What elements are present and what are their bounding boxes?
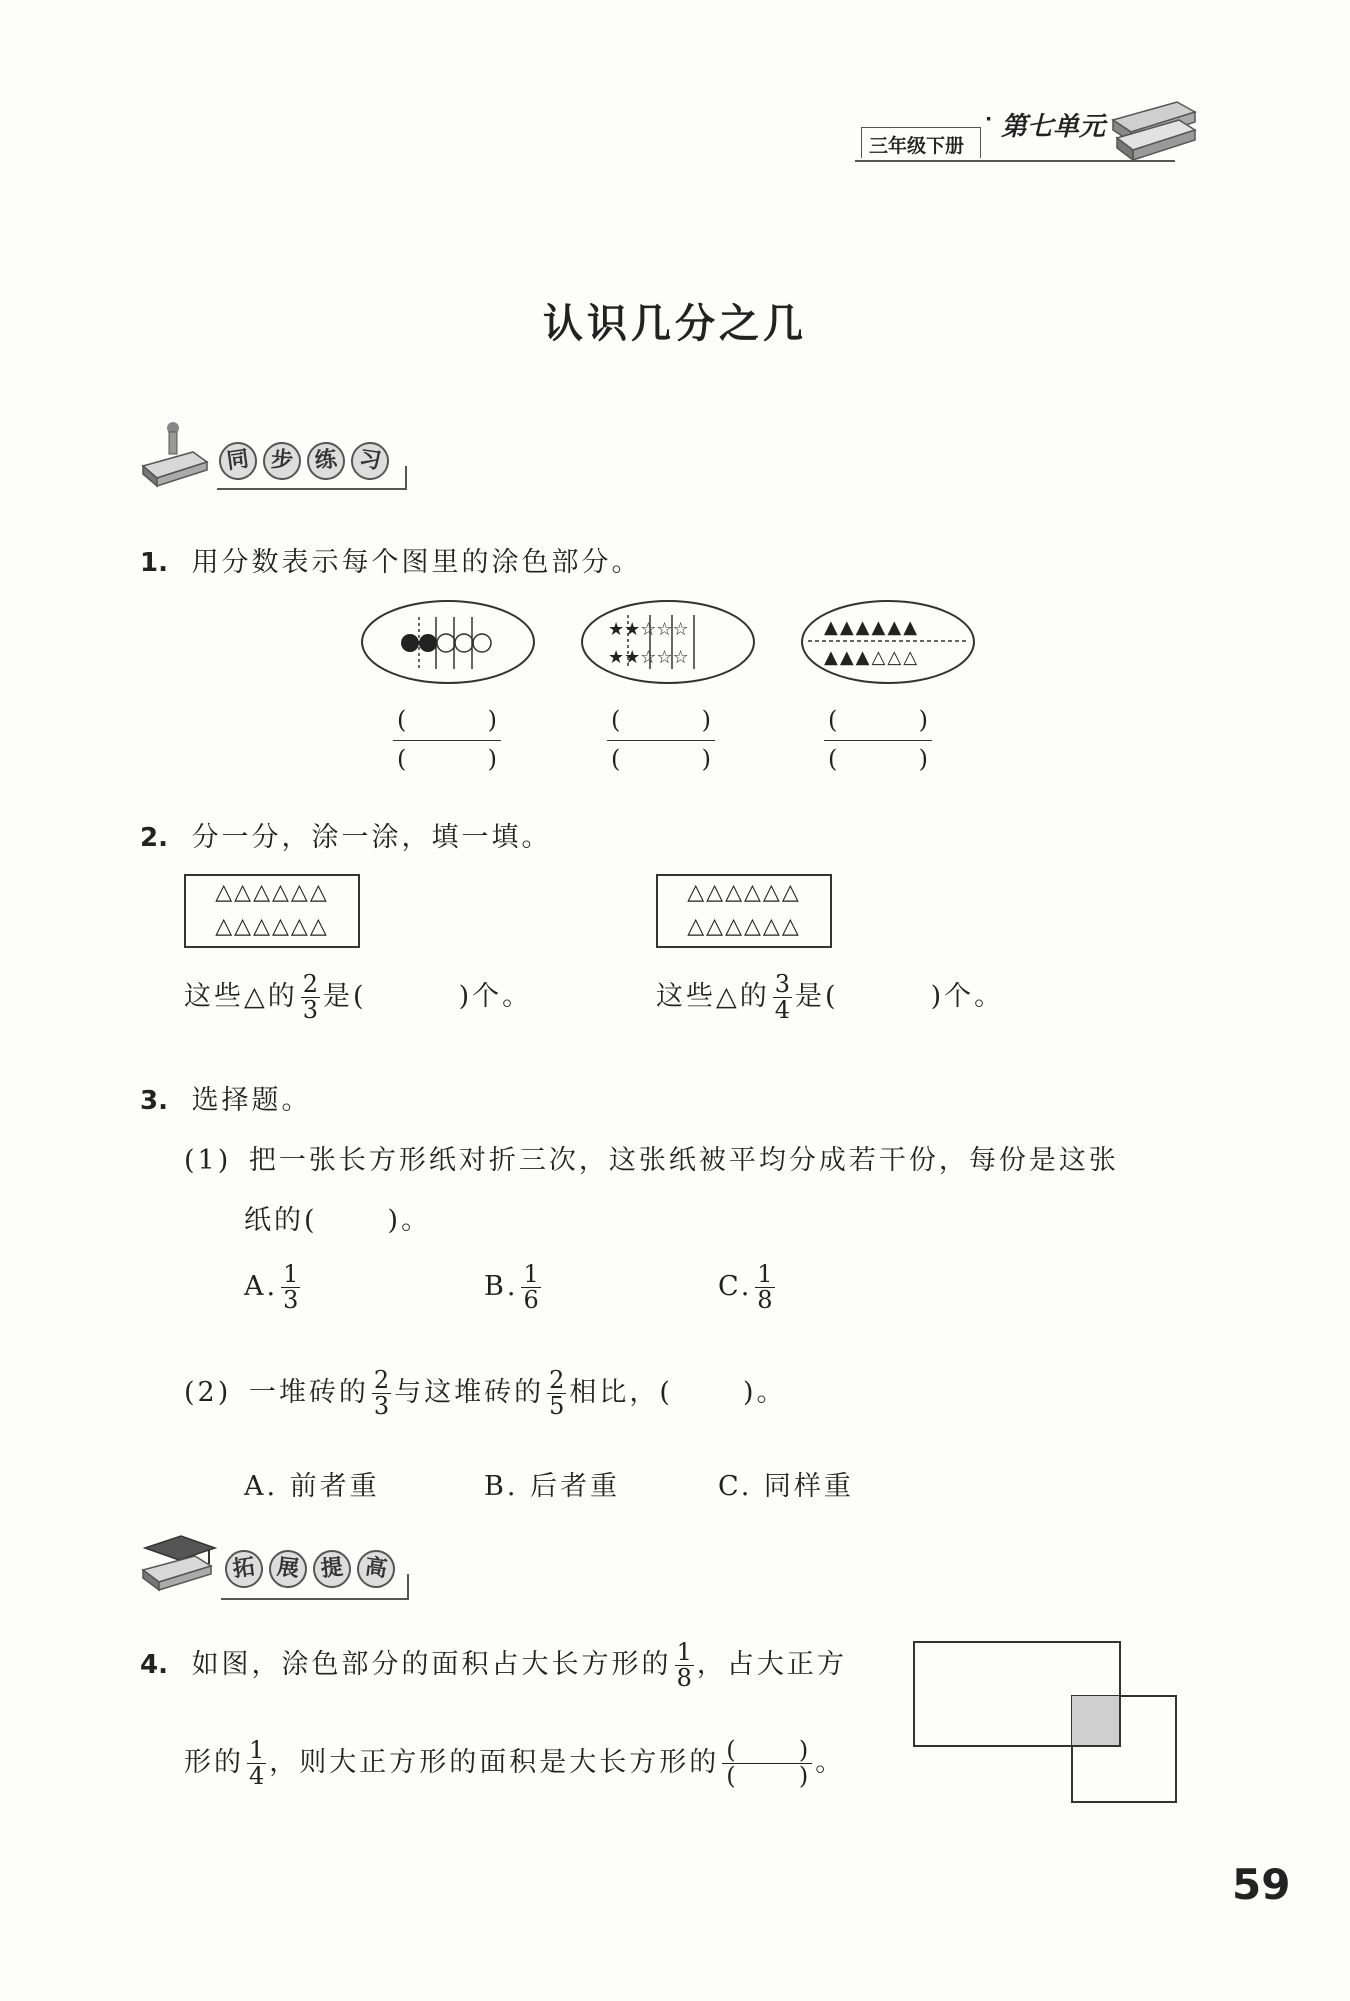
question-1 xyxy=(140,540,642,579)
option-a[interactable]: A. $\frac{1}{3}$ xyxy=(244,1260,299,1315)
question-number: 1. xyxy=(140,548,168,578)
option-c[interactable]: C. $\frac{1}{8}$ xyxy=(718,1260,773,1315)
page-title: 认识几分之几 xyxy=(543,301,807,347)
question-2-left-statement: 这些△的 $\frac{2}{3}$ 是( )个。 xyxy=(184,970,533,1025)
section-badge-sync-practice xyxy=(135,418,425,498)
answer-fraction[interactable]: ( ) ( ) xyxy=(722,1738,812,1789)
fraction: $\frac{2}{3}$ xyxy=(302,970,319,1025)
badge-char: 同 xyxy=(217,440,260,483)
badge-underline xyxy=(217,488,407,490)
svg-text:▲▲▲△△△: ▲▲▲△△△ xyxy=(824,647,920,668)
svg-text:★★☆☆☆: ★★☆☆☆ xyxy=(608,647,689,668)
figure-circles xyxy=(358,597,538,687)
header-dot: · xyxy=(985,108,993,130)
option-a[interactable]: A. 前者重 xyxy=(244,1471,380,1502)
question-2 xyxy=(140,815,552,854)
badge-chars xyxy=(219,442,389,480)
question-3-part-1-line2: 纸的( )。 xyxy=(244,1205,432,1236)
option-b[interactable]: B. $\frac{1}{6}$ xyxy=(484,1260,539,1315)
badge-char: 习 xyxy=(349,440,392,483)
overlap-rectangles-figure xyxy=(912,1640,1192,1820)
header xyxy=(855,100,1205,170)
graduation-cap-books-icon xyxy=(135,1524,221,1604)
option-c[interactable]: C. 同样重 xyxy=(718,1471,854,1502)
answer-fraction-3[interactable]: ( ) ( ) xyxy=(824,706,932,779)
page-number: 59 xyxy=(1232,1860,1291,1909)
fraction: $\frac{1}{8}$ xyxy=(676,1638,692,1693)
triangle-box-left[interactable]: △△△△△△ △△△△△△ xyxy=(184,874,360,948)
question-4: 4. 如图，涂色部分的面积占大长方形的 $\frac{1}{8}$ ，占大正方 xyxy=(140,1638,847,1693)
question-number: 3. xyxy=(140,1086,168,1116)
question-3 xyxy=(140,1078,312,1117)
fraction: $\frac{1}{8}$ xyxy=(757,1260,773,1315)
fraction: $\frac{2}{3}$ xyxy=(373,1366,390,1421)
question-text: 分一分，涂一涂，填一填。 xyxy=(191,822,552,853)
badge-end-tick xyxy=(407,1574,409,1600)
option-b[interactable]: B. 后者重 xyxy=(484,1471,621,1502)
answer-fraction-2[interactable]: ( ) ( ) xyxy=(607,706,715,779)
badge-char: 拓 xyxy=(223,1548,266,1591)
badge-char: 展 xyxy=(267,1548,309,1590)
figure-stars xyxy=(578,597,758,687)
badge-char: 步 xyxy=(261,440,303,482)
badge-char: 高 xyxy=(355,1548,398,1591)
answer-fraction-1[interactable]: ( ) ( ) xyxy=(393,706,501,779)
question-number: 2. xyxy=(140,823,168,853)
header-grade: 三年级下册 xyxy=(869,135,965,157)
question-text: 用分数表示每个图里的涂色部分。 xyxy=(191,547,642,578)
lamp-books-icon xyxy=(135,418,211,498)
svg-text:★★☆☆☆: ★★☆☆☆ xyxy=(608,619,689,640)
question-4-line2: 形的 $\frac{1}{4}$ ，则大正方形的面积是大长方形的 ( ) ( ) 。 xyxy=(184,1736,846,1791)
header-unit: 第七单元 xyxy=(1001,112,1106,142)
question-2-right-statement: 这些△的 $\frac{3}{4}$ 是( )个。 xyxy=(656,970,1005,1025)
badge-underline xyxy=(221,1598,409,1600)
badge-end-tick xyxy=(405,466,407,490)
svg-text:▲▲▲▲▲▲: ▲▲▲▲▲▲ xyxy=(824,617,920,638)
book-stack-icon xyxy=(1107,94,1199,166)
fraction: $\frac{1}{4}$ xyxy=(249,1736,265,1791)
badge-char: 提 xyxy=(311,1548,353,1590)
figure-triangles xyxy=(798,597,978,687)
fraction: $\frac{1}{6}$ xyxy=(523,1260,539,1315)
fraction: $\frac{2}{5}$ xyxy=(549,1366,565,1421)
question-3-part-1: (1) 把一张长方形纸对折三次，这张纸被平均分成若干份，每份是这张 xyxy=(184,1145,1119,1176)
badge-char: 练 xyxy=(305,440,347,482)
question-3-part-2: (2) 一堆砖的 $\frac{2}{3}$ 与这堆砖的 $\frac{2}{5}$ 相比，( )。 xyxy=(184,1366,787,1421)
triangle-box-right[interactable]: △△△△△△ △△△△△△ xyxy=(656,874,832,948)
fraction: $\frac{3}{4}$ xyxy=(774,970,791,1025)
header-rule xyxy=(855,160,1175,162)
fraction: $\frac{1}{3}$ xyxy=(283,1260,299,1315)
question-text: 选择题。 xyxy=(191,1085,312,1116)
question-number: 4. xyxy=(140,1650,168,1681)
badge-chars xyxy=(225,1550,395,1588)
